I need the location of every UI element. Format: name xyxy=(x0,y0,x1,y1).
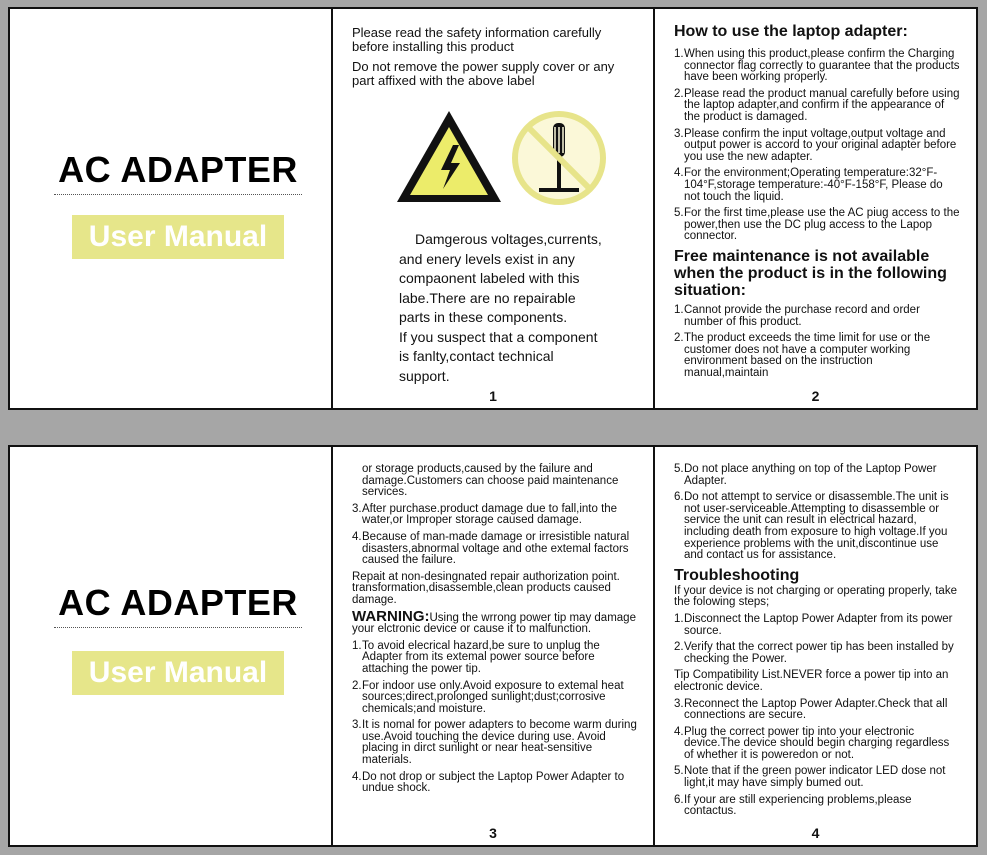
list-item: 6. If your are still experiencing problems,please contactus. xyxy=(674,793,912,818)
list-item: 2. The product exceeds the time limit for use or the customer does not have a computer working environment based on the instruction manual,maintain xyxy=(674,332,931,379)
cover-title: AC ADAPTER xyxy=(54,149,302,195)
list-item: 5. For the first time,please use the AC piug access to the power,then use the DC plug access to the Lapop connector. xyxy=(674,207,960,243)
safety-notice: Please read the safety information carefully before installing this product xyxy=(352,25,602,54)
manual-sheet-top xyxy=(8,7,978,410)
list-item: 5. Note that if the green power indicator LED dose not light,it may have simply bumed out. xyxy=(674,765,946,790)
warning-paragraph xyxy=(352,607,638,636)
list-item: 2. For indoor use only.Avoid exposure to extemal heat sources;direct,prolonged sunlight;dust;corrosive chemicals;and moisture. xyxy=(352,679,624,715)
usage-heading: How to use the laptop adapter: xyxy=(674,23,908,40)
list-item: 3. It is nomal for power adapters to become warm during use.Avoid touching the device during use. Avoid placing in dirct sunlight or near heat-sensitive materials. xyxy=(352,719,637,767)
maintenance-heading: Free maintenance is not available when the product is in the following situation: xyxy=(674,247,947,299)
page-3-panel xyxy=(333,447,655,845)
list-item: 5. Do not place anything on top of the Laptop Power Adapter. xyxy=(674,463,937,487)
troubleshooting-steps-continued xyxy=(674,699,960,818)
danger-line: parts in these components. xyxy=(399,309,568,325)
continued-text: or storage products,caused by the failure and damage.Customers can choose paid maintenance services. xyxy=(362,463,619,499)
page-number: 2 xyxy=(811,388,820,404)
list-item: 4. Do not drop or subject the Laptop Power Adapter to undue shock. xyxy=(352,770,625,795)
warning-label: WARNING: xyxy=(352,607,430,625)
usage-list xyxy=(674,49,960,243)
list-item: 1. Cannot provide the purchase record and order number of fhis product. xyxy=(674,303,920,328)
danger-line: If you suspect that a component xyxy=(399,328,598,345)
list-item: 4. Because of man-made damage or irresistible natural disasters,abnormal voltage and othe extemal factors caused the failure. xyxy=(352,530,630,567)
electric-hazard-warning-icon xyxy=(393,107,505,207)
list-item: 3. After purchase.product damage due to fall,into the water,or Improper storage caused damage. xyxy=(352,502,618,527)
page-4-panel xyxy=(655,447,976,845)
cover-title: AC ADAPTER xyxy=(54,582,302,628)
danger-line: is fanlty,contact technical xyxy=(399,348,554,364)
page-number: 3 xyxy=(489,825,497,841)
warning-text: Using the wrrong power tip may damage your elctronic device or cause it to malfunction. xyxy=(352,611,636,636)
warning-list-continued xyxy=(674,464,960,562)
list-item: 2. Please read the product manual carefully before using the laptop adapter,and confirm if the appearance of the product is damaged. xyxy=(674,87,960,123)
page-number: 1 xyxy=(489,388,497,404)
cover-subtitle: User Manual xyxy=(72,651,284,695)
danger-paragraph xyxy=(399,230,639,386)
cover-panel xyxy=(10,447,333,845)
page-number: 4 xyxy=(811,825,820,841)
danger-line: Damgerous voltages,currents, xyxy=(415,231,602,247)
danger-line: and enery levels exist in any xyxy=(399,250,575,267)
danger-line: labe.There are no repairable xyxy=(399,289,576,306)
list-item: 1. To avoid elecrical hazard,be sure to unplug the Adapter from its extemal power source before attaching the power tip. xyxy=(352,639,600,675)
list-item: 2. Verify that the correct power tip has been installed by checking the Power. xyxy=(674,641,954,665)
exclusion-list xyxy=(352,504,638,567)
repair-text: Repait at non-desingnated repair authorization point. transformation,disassemble,clean products caused damage. xyxy=(352,570,620,606)
cover-notice: Do not remove the power supply cover or any part affixed with the above label xyxy=(352,59,615,88)
troubleshooting-steps xyxy=(674,614,960,665)
maintenance-list xyxy=(674,305,960,380)
page-1-panel xyxy=(333,9,655,408)
troubleshooting-intro: If your device is not charging or operating properly, take the folowing steps; xyxy=(674,584,957,609)
tip-note: Tip Compatibility List.NEVER force a power tip into an electronic device. xyxy=(674,669,949,693)
page-2-panel xyxy=(655,9,976,408)
list-item: 1. Disconnect the Laptop Power Adapter from its power source. xyxy=(674,612,953,637)
troubleshooting-heading: Troubleshooting xyxy=(674,566,800,584)
list-item: 6. Do not attempt to service or disassemble.The unit is not user-serviceable.Attempting to disassemble or service the unit can result in electrical hazard, including death from exposure to high voltage.If you experience problems with the unit,discontinue use and contact us for assistance. xyxy=(674,491,949,562)
list-item: 3. Please confirm the input voltage,output voltage and output power is accord to your original adapter before you use the new adapter. xyxy=(674,127,957,163)
cover-panel xyxy=(10,9,333,408)
danger-line: support. xyxy=(399,367,450,384)
list-item: 4. Plug the correct power tip into your electronic device.The device should begin charging regardless of whether it is poweredon or not. xyxy=(674,725,950,761)
list-item: 1. When using this product,please confirm the Charging connector flag correctly to guarantee that the products have been working properly. xyxy=(674,48,960,84)
list-item: 3. Reconnect the Laptop Power Adapter.Check that all connections are secure. xyxy=(674,697,948,722)
warning-list xyxy=(352,641,638,795)
cover-subtitle: User Manual xyxy=(72,215,284,259)
manual-sheet-bottom xyxy=(8,445,978,847)
danger-line: compaonent labeled with this xyxy=(399,270,580,286)
list-item: 4. For the environment;Operating temperature:32°F-104°F,storage temperature:-40°F-158°F, Please do not touch the liquid. xyxy=(674,167,943,203)
no-screwdriver-icon xyxy=(509,109,609,207)
